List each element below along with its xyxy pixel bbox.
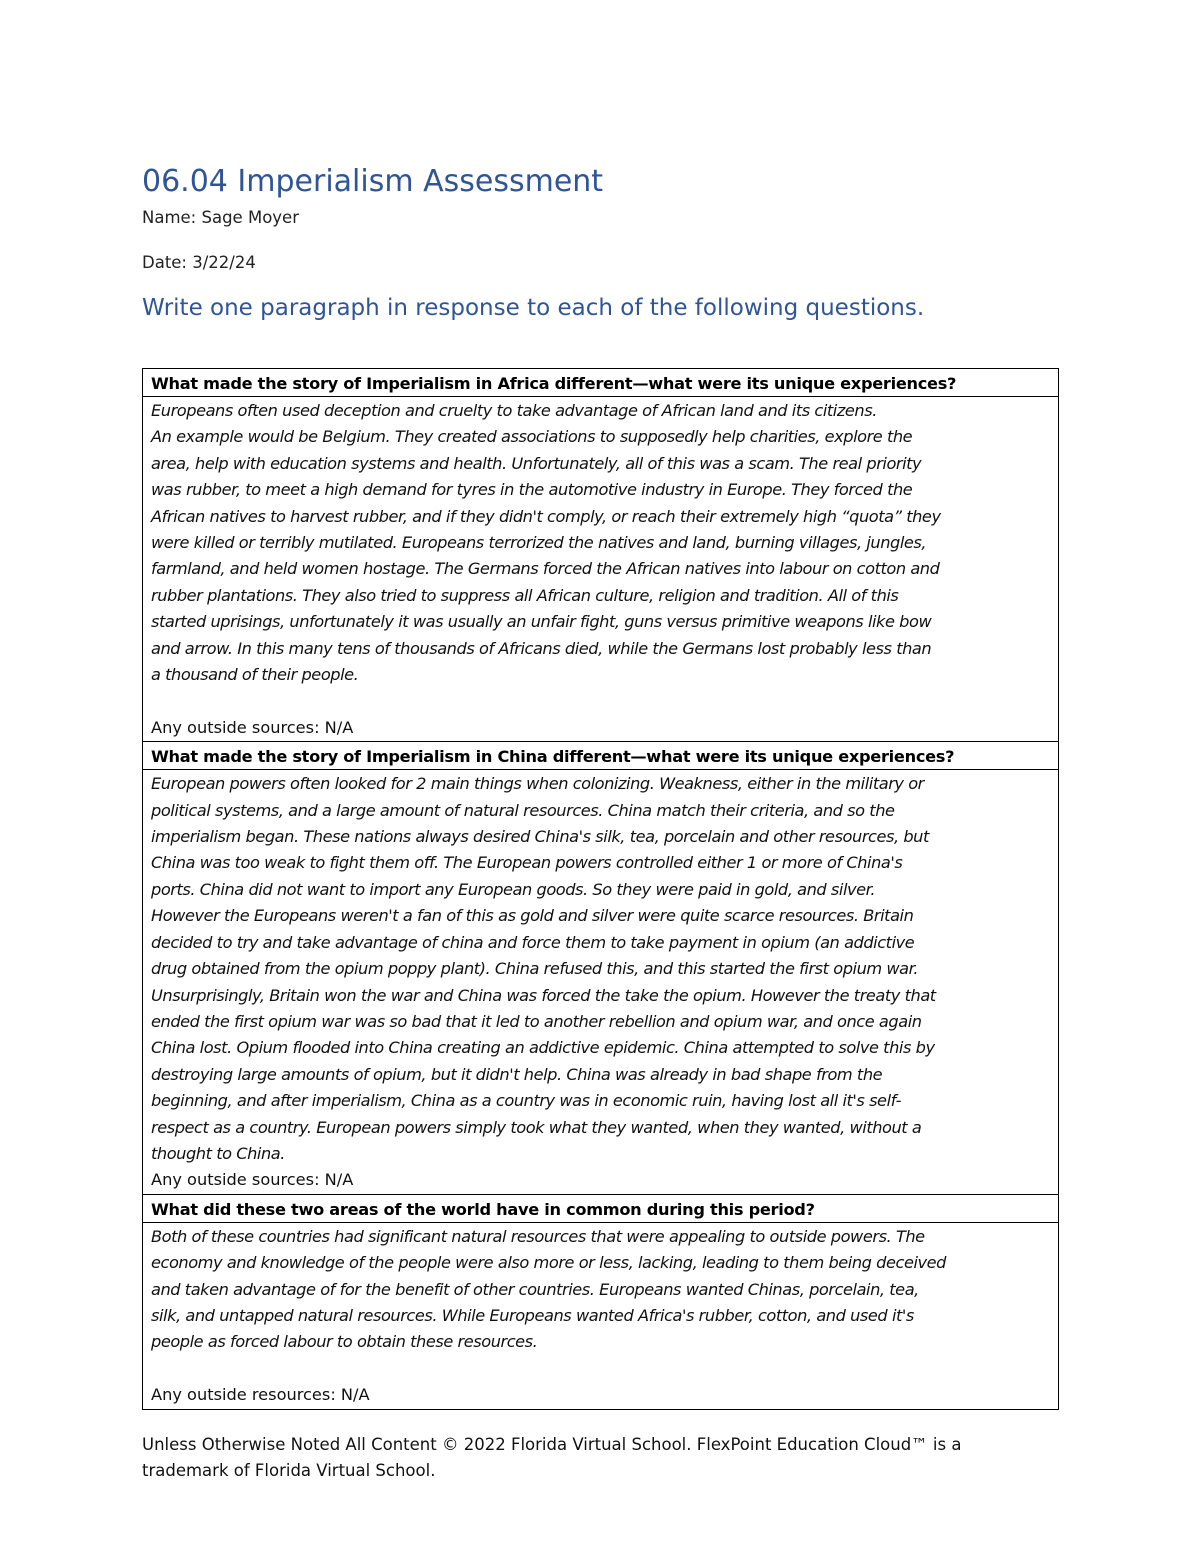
answer-line: ports. China did not want to import any European goods. So they were paid in gold, and silver. xyxy=(151,879,876,899)
answer-line: silk, and untapped natural resources. While Europeans wanted Africa's rubber, cotton, and used it's xyxy=(151,1305,914,1325)
date-value: 3/22/24 xyxy=(192,253,256,272)
answer-line: An example would be Belgium. They created associations to supposedly help charities, explore the xyxy=(151,427,913,447)
answer-line: respect as a country. European powers simply took what they wanted, when they wanted, without a xyxy=(151,1117,922,1137)
answer-line: imperialism began. These nations always desired China's silk, tea, porcelain and other resources, but xyxy=(151,827,929,847)
answer-line: rubber plantations. They also tried to suppress all African culture, religion and tradition. All of this xyxy=(151,585,899,605)
answer-line: and taken advantage of for the benefit of other countries. Europeans wanted Chinas, porcelain, tea, xyxy=(151,1279,919,1299)
answer-line: were killed or terribly mutilated. Europeans terrorized the natives and land, burning villages, jungles, xyxy=(151,533,927,553)
answer-line: thought to China. xyxy=(151,1143,285,1163)
answer-line: Unsurprisingly, Britain won the war and China was forced the take the opium. However the treaty that xyxy=(151,985,936,1005)
answer-line: decided to try and take advantage of china and force them to take payment in opium (an addictive xyxy=(151,932,915,952)
sources-line-africa: Any outside sources: N/A xyxy=(151,717,354,737)
answer-line: area, help with education systems and health. Unfortunately, all of this was a scam. The real priority xyxy=(151,453,922,473)
table-row xyxy=(143,397,1059,742)
document-title: 06.04 Imperialism Assessment xyxy=(142,164,604,199)
answer-china xyxy=(143,770,1059,1195)
footer-line: trademark of Florida Virtual School. xyxy=(142,1461,436,1480)
date-line xyxy=(142,252,256,274)
answer-line: political systems, and a large amount of natural resources. China match their criteria, and so the xyxy=(151,800,895,820)
instructions-heading: Write one paragraph in response to each of the following questions. xyxy=(142,295,925,321)
answer-line: economy and knowledge of the people were also more or less, lacking, leading to them being deceived xyxy=(151,1253,946,1273)
answer-line: farmland, and held women hostage. The Germans forced the African natives into labour on cotton and xyxy=(151,559,940,579)
answer-line: drug obtained from the opium poppy plant). China refused this, and this started the first opium war. xyxy=(151,959,919,979)
answer-line: However the Europeans weren't a fan of this as gold and silver were quite scarce resources. Britain xyxy=(151,906,914,926)
answer-line: was rubber, to meet a high demand for tyres in the automotive industry in Europe. They forced the xyxy=(151,480,913,500)
question-china: What made the story of Imperialism in China different—what were its unique experiences? xyxy=(143,742,1059,770)
table-row xyxy=(143,1222,1059,1409)
answer-line: ended the first opium war was so bad that it led to another rebellion and opium war, and once again xyxy=(151,1011,922,1031)
answer-line: European powers often looked for 2 main things when colonizing. Weakness, either in the military or xyxy=(151,774,924,794)
answer-line: started uprisings, unfortunately it was usually an unfair fight, guns versus primitive weapons like bow xyxy=(151,612,932,632)
answer-line: China was too weak to fight them off. The European powers controlled either 1 or more of China's xyxy=(151,853,903,873)
question-common: What did these two areas of the world have in common during this period? xyxy=(143,1194,1059,1222)
answer-common xyxy=(143,1222,1059,1409)
table-row xyxy=(143,742,1059,770)
copyright-footer xyxy=(142,1432,1042,1484)
answer-line: beginning, and after imperialism, China as a country was in economic ruin, having lost all it's self- xyxy=(151,1091,901,1111)
answer-line: and arrow. In this many tens of thousands of Africans died, while the Germans lost probably less than xyxy=(151,638,932,658)
answer-line: people as forced labour to obtain these resources. xyxy=(151,1332,538,1352)
name-value: Sage Moyer xyxy=(201,208,299,227)
name-label: Name: xyxy=(142,208,197,227)
question-answer-table xyxy=(142,368,1059,1410)
answer-line: Both of these countries had significant natural resources that were appealing to outside powers. The xyxy=(151,1226,925,1246)
table-row xyxy=(143,770,1059,1195)
table-row xyxy=(143,1194,1059,1222)
answer-africa xyxy=(143,397,1059,742)
table-row xyxy=(143,369,1059,397)
blank-line xyxy=(151,1356,1050,1382)
student-name-line xyxy=(142,207,299,229)
answer-line: China lost. Opium flooded into China creating an addictive epidemic. China attempted to solve this by xyxy=(151,1038,935,1058)
footer-line: Unless Otherwise Noted All Content © 2022 Florida Virtual School. FlexPoint Education Cloud™ is a xyxy=(142,1435,962,1454)
answer-line: Europeans often used deception and cruelty to take advantage of African land and its citizens. xyxy=(151,401,877,420)
sources-line-china: Any outside sources: N/A xyxy=(151,1170,354,1190)
answer-line: African natives to harvest rubber, and if they didn't comply, or reach their extremely high “quota” they xyxy=(151,506,941,526)
blank-line xyxy=(151,688,1050,714)
sources-line-common: Any outside resources: N/A xyxy=(151,1385,370,1405)
question-africa: What made the story of Imperialism in Africa different—what were its unique experiences? xyxy=(143,369,1059,397)
answer-line: a thousand of their people. xyxy=(151,665,359,685)
answer-line: destroying large amounts of opium, but it didn't help. China was already in bad shape from the xyxy=(151,1064,883,1084)
date-label: Date: xyxy=(142,253,187,272)
